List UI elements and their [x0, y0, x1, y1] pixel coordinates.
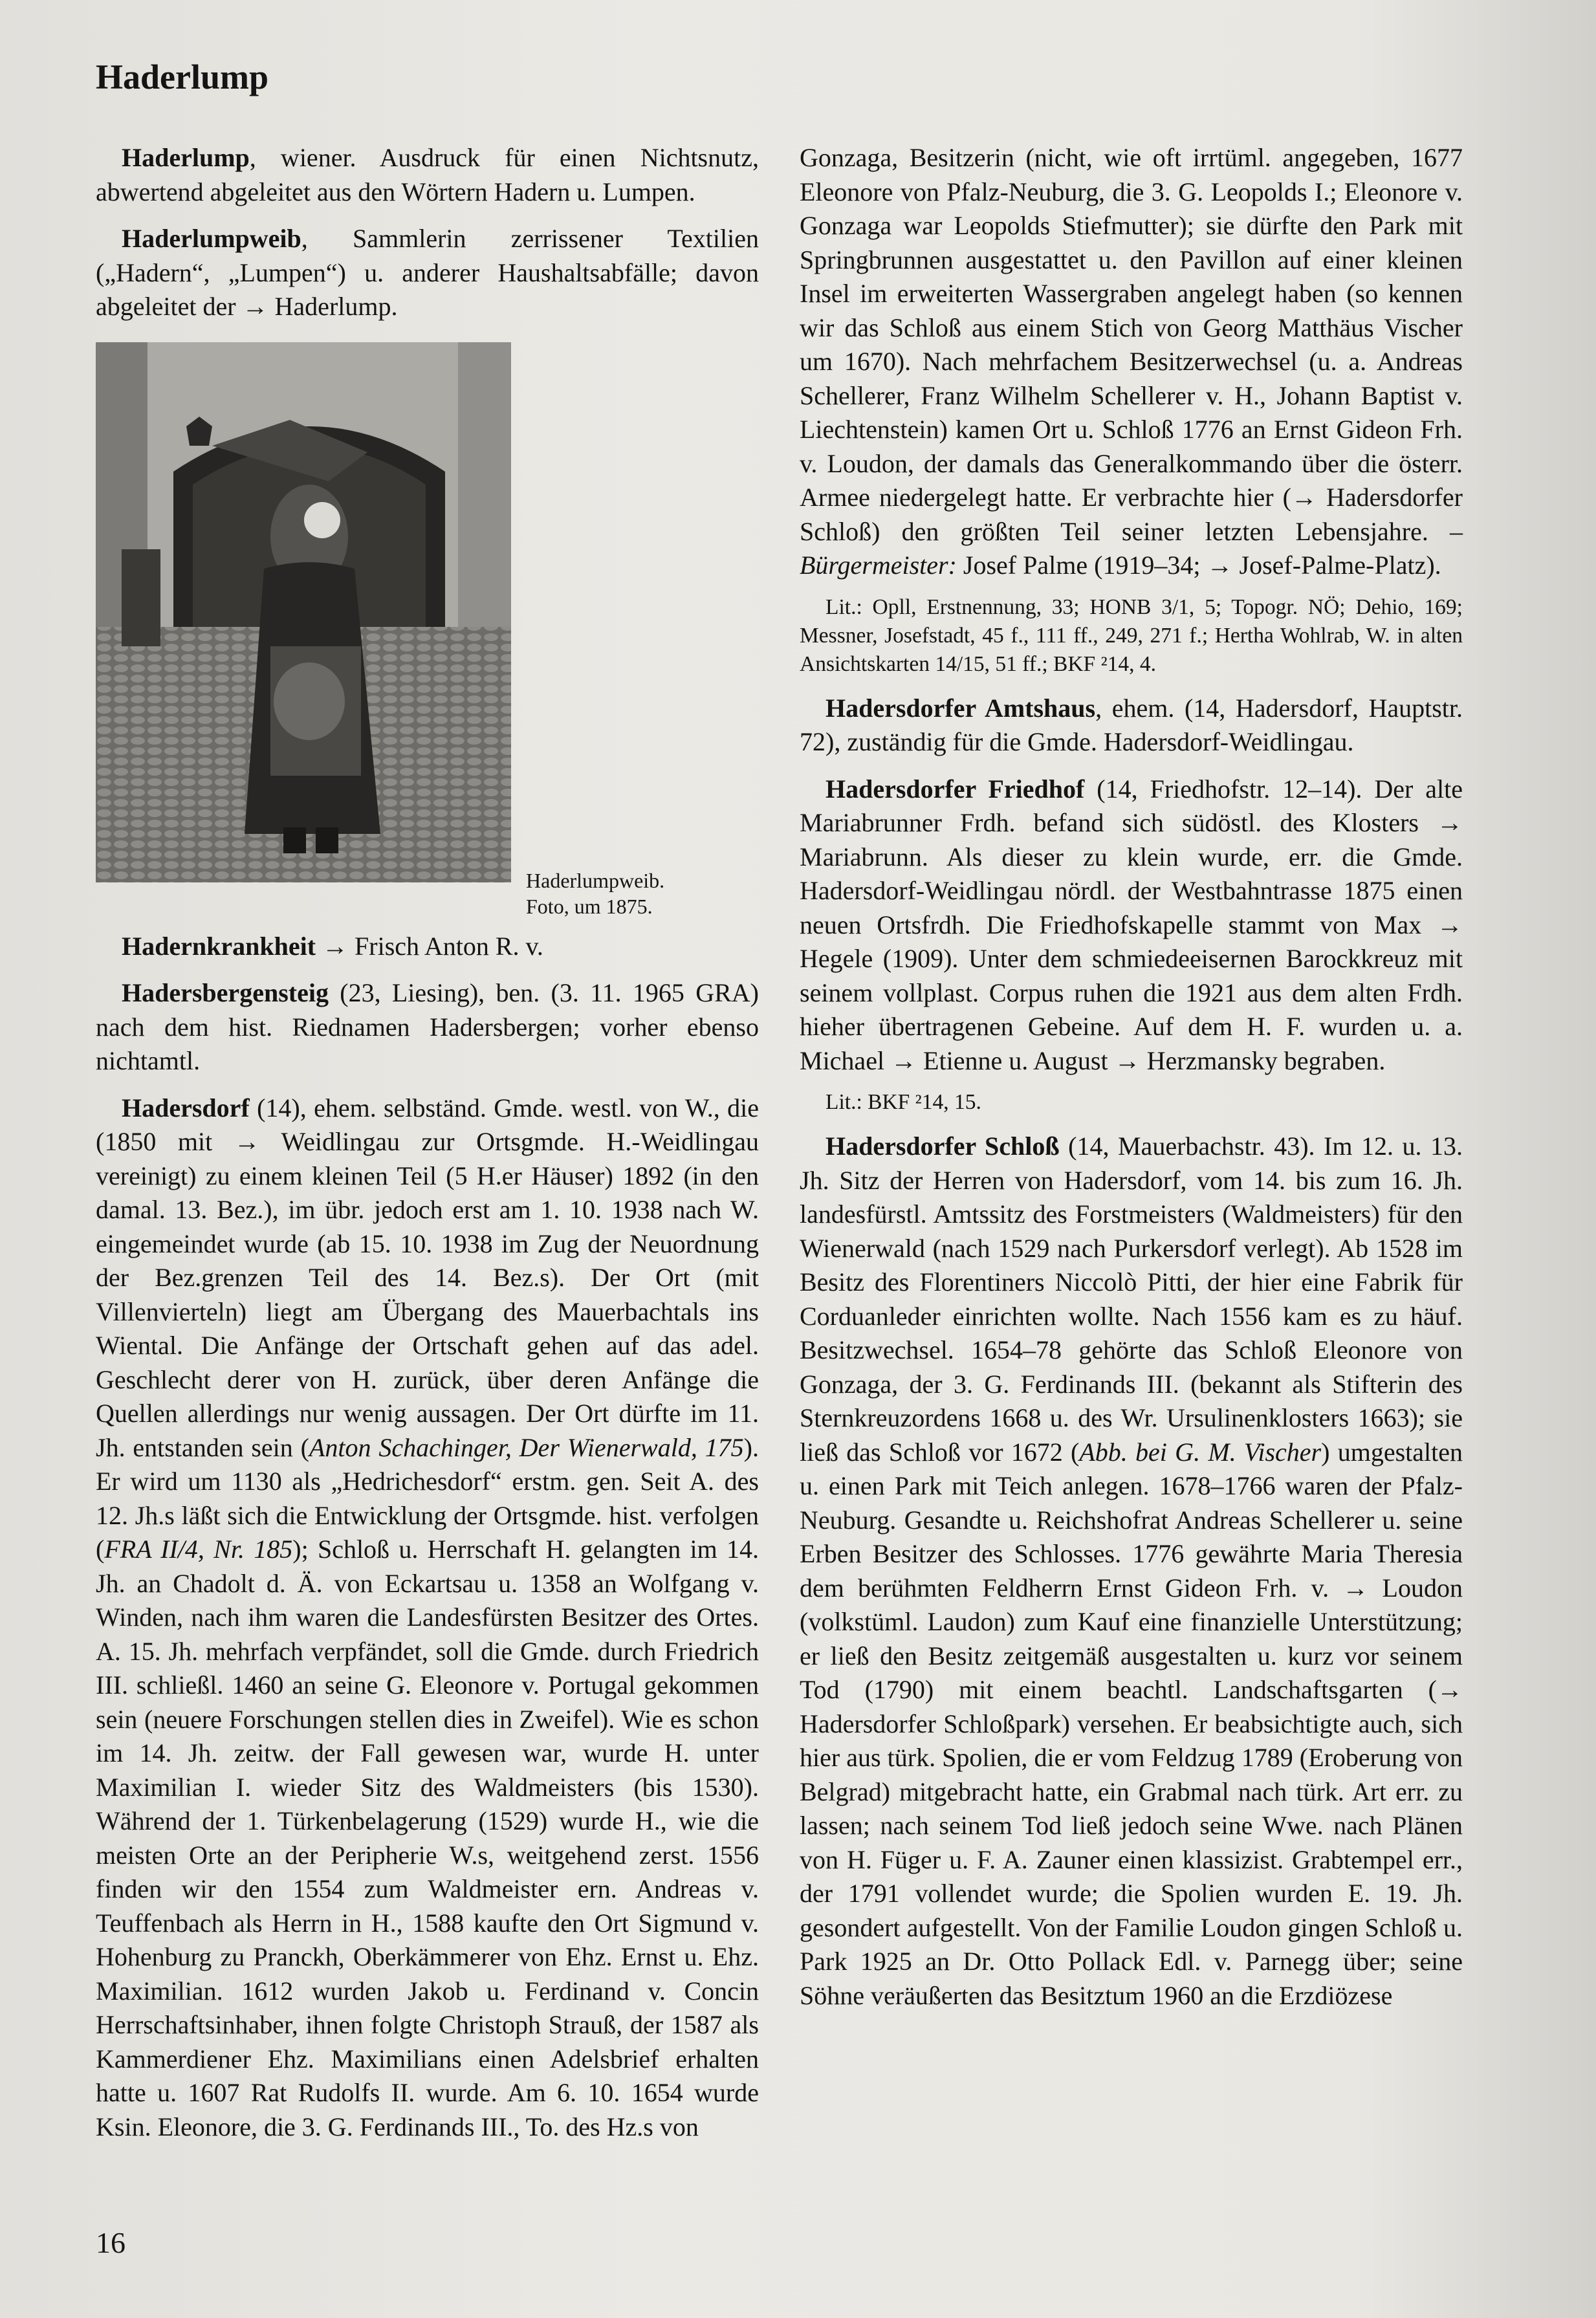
entry-text: ). Er wird um 1130 als „Hedrichesdorf“ erstm. gen. Seit A. des 12. Jh.s läßt sich die Entwicklung der Ortsgmde. hist. verfolgen (: [96, 1432, 759, 1564]
entry-haderlumpweib: [96, 222, 759, 324]
entry-hadersdorf-continued: [800, 141, 1463, 583]
entry-citation: FRA II/4, Nr. 185: [104, 1535, 293, 1564]
entry-text: , ehem. (14, Hadersdorf, Hauptstr. 72), zuständig für die Gmde. Hadersdorf-Weidlingau.: [800, 693, 1463, 756]
entry-headword: Hadersdorf: [122, 1093, 250, 1122]
caption-credit: Foto, um 1875.: [526, 894, 653, 918]
entry-hadersdorfer-schloss: [800, 1130, 1463, 2013]
entry-text: ) umgestalten u. einen Park mit Teich anlegen. 1678–1766 waren der Pfalz-Neuburg. Gesandte u. Reichshofrat Andreas Schellerer u. seine Erben Besitzer des Schlosses. 1776 gewährte Maria Theresia dem berühmten Feldherrn Ernst Gideon Frh. v. → Loudon (volkstüml. Laudon) zum Kauf eine finanzielle Unterstützung; er ließ den Besitz zeitgemäß ausgestalten u. kurz vor seinem Tod (1790) mit einem beachtl. Landschaftsgarten (→ Hadersdorfer Schloßpark) versehen. Er beabsichtigte auch, sich hier aus türk. Spolien, die er vom Feldzug 1789 (Eroberung von Belgrad) mitgebracht hatte, ein Grabmal nach türk. Art err. zu lassen; nach seinem Tod ließ jedoch seine Wwe. nach Plänen von H. Füger u. F. A. Zauner einen klassizist. Grabtempel err., der 1791 vollendet wurde; die Spolien wurden E. 19. Jh. gesondert aufgestellt. Von der Familie Loudon gingen Schloß u. Park 1925 an Dr. Otto Pollack Edl. v. Parnegg über; seine Söhne veräußerten das Besitztum 1960 an die Erzdiözese: [800, 1437, 1463, 2010]
running-head: Haderlump: [96, 58, 269, 96]
entry-headword: Hadernkrankheit: [122, 931, 316, 961]
entry-text: (14), ehem. selbständ. Gmde. westl. von W., die (1850 mit → Weidlingau zur Ortsgmde. H.-Weidlingau vereinigt) zu einem kleinen Teil (5 H.er Häuser) 1892 (in den damal. 13. Bez.), im übr. jedoch erst am 1. 10. 1938 nach W. eingemeindet wurde (ab 15. 10. 1938 im Zug der Neuordnung der Bez.grenzen Teil des 14. Bez.s). Der Ort (mit Villenvierteln) liegt am Übergang des Mauerbachtals ins Wiental. Die Anfänge der Ortschaft gehen auf das adel. Geschlecht derer von H. zurück, über deren Anfänge die Quellen allerdings nur wenig aussagen. Der Ort dürfte im 11. Jh. entstanden sein (: [96, 1093, 759, 1462]
entry-headword: Hadersdorfer Schloß: [825, 1132, 1060, 1161]
entry-hadersdorf: [96, 1091, 759, 2145]
haderlumpweib-photo: [96, 342, 511, 882]
literature-note: Lit.: BKF ²14, 15.: [825, 1090, 981, 1114]
page-number: 16: [96, 2226, 126, 2259]
entry-headword: Hadersdorfer Amtshaus: [825, 693, 1096, 723]
entry-hadernkrankheit: [96, 930, 759, 964]
entry-text: ); Schloß u. Herrschaft H. gelangten im 14. Jh. an Chadolt d. Ä. von Eckartsau u. 1358 an Wolfgang v. Winden, nach ihm waren die Landesfürsten Besitzer des Ortes. A. 15. Jh. mehrfach verpfändet, soll die Gmde. durch Friedrich III. schließl. 1460 an seine G. Eleonore v. Portugal gekommen sein (neuere Forschungen stellen dies in Zweifel). Wie es schon im 14. Jh. zeitw. der Fall gewesen war, wurde H. unter Maximilian I. wieder Sitz des Waldmeisters (bis 1530). Während der 1. Türkenbelagerung (1529) wurde H., wie die meisten Orte an der Peripherie W.s, weitgehend zerst. 1556 finden wir den 1554 zum Waldmeister ern. Andreas v. Teuffenbach als Herrn in H., 1588 kaufte den Ort Sigmund v. Hohenburg zu Pranckh, Oberkämmerer von Ehz. Ernst u. Ehz. Maximilian. 1612 wurden Jakob u. Ferdinand v. Concin Herrschaftsinhaber, ihnen folgte Christoph Strauß, der 1587 als Kammerdiener Ehz. Maximilians einen Adelsbrief erhalten hatte u. 1607 Rat Rudolfs II. wurde. Am 6. 10. 1654 wurde Ksin. Eleonore, die 3. G. Ferdinands III., To. des Hz.s von: [96, 1535, 759, 2141]
caption-title: Haderlumpweib.: [526, 868, 665, 892]
right-column: [800, 141, 1463, 2026]
entry-text: (14, Mauerbachstr. 43). Im 12. u. 13. Jh. Sitz der Herren von Hadersdorf, vom 14. bis zum 16. Jh. landesfürstl. Amtssitz des Forstmeisters (Waldmeisters) für den Wienerwald (nach 1529 nach Purkersdorf verlegt). Ab 1528 im Besitz des Florentiners Niccolò Pitti, der hier eine Fabrik für Corduanleder einrichten wollte. Nach 1556 kam es zu häuf. Besitzwechsel. 1654–78 gehörte das Schloß Eleonore von Gonzaga, der 3. G. Ferdinands III. (bekannt als Stifterin des Sternkreuzordens 1668 u. des Wr. Ursulinenklosters 1663); sie ließ das Schloß vor 1672 (: [800, 1132, 1463, 1467]
entry-hadersdorfer-amtshaus: [800, 692, 1463, 760]
entry-citation: Anton Schachinger, Der Wienerwald, 175: [309, 1432, 744, 1462]
entry-text: Gonzaga, Besitzerin (nicht, wie oft irrtüml. angegeben, 1677 Eleonore von Pfalz-Neuburg, die 3. G. Leopolds I.; Eleonore v. Gonzaga war Leopolds Stiefmutter); sie dürfte den Park mit Springbrunnen ausgestattet u. den Pavillon auf einer kleinen Insel im erweiterten Wassergraben angelegt haben (so kennen wir das Schloß aus einem Stich von Georg Matthäus Vischer um 1670). Nach mehrfachem Besitzerwechsel (u. a. Andreas Schellerer, Franz Wilhelm Schellerer v. H., Johann Baptist v. Liechtenstein) kamen Ort u. Schloß 1776 an Ernst Gideon Frh. v. Loudon, der damals das Generalkommando über die österr. Armee niedergelegt hatte. Er verbrachte hier (→ Hadersdorfer Schloß) den größten Teil seiner letzten Lebensjahre. –: [800, 143, 1463, 546]
entry-headword: Haderlumpweib: [122, 224, 301, 253]
figure: [96, 342, 759, 924]
figure-caption: [526, 868, 664, 919]
entry-headword: Hadersdorfer Friedhof: [825, 774, 1085, 804]
entry-label: Bürgermeister:: [800, 551, 957, 580]
entry-headword: Haderlump: [122, 143, 250, 172]
entry-hadersbergensteig: [96, 976, 759, 1078]
entry-hadersdorfer-friedhof: [800, 772, 1463, 1078]
entry-text: , Sammlerin zerrissener Textilien („Hadern“, „Lumpen“) u. anderer Haushaltsabfälle; davon abgeleitet der → Haderlump.: [96, 224, 759, 321]
entry-citation: Abb. bei G. M. Vischer: [1079, 1437, 1322, 1467]
entry-headword: Hadersbergensteig: [122, 978, 329, 1007]
literature-note: Lit.: Opll, Erstnennung, 33; HONB 3/1, 5; Topogr. NÖ; Dehio, 169; Messner, Josefstadt, 45 f., 111 ff., 249, 271 f.; Hertha Wohlrab, W. in alten Ansichtskarten 14/15, 51 ff.; BKF ²14, 4.: [800, 595, 1463, 676]
entry-haderlump: [96, 141, 759, 209]
entry-text: , wiener. Ausdruck für einen Nichtsnutz, abwertend abgeleitet aus den Wörtern Hadern u. Lumpen.: [96, 143, 759, 206]
entry-text: (23, Liesing), ben. (3. 11. 1965 GRA) nach dem hist. Riednamen Hadersbergen; vorher ebenso nichtamtl.: [96, 978, 759, 1075]
entry-text: Josef Palme (1919–34; → Josef-Palme-Platz).: [956, 551, 1441, 580]
left-column: [96, 141, 759, 2157]
entry-text: (14, Friedhofstr. 12–14). Der alte Mariabrunner Frdh. befand sich südöstl. des Klosters → Mariabrunn. Als dieser zu klein wurde, err. die Gmde. Hadersdorf-Weidlingau nördl. der Westbahntrasse 1875 einen neuen Ortsfrdh. Die Friedhofskapelle stammt von Max → Hegele (1909). Unter dem schmiedeeisernen Barockkreuz mit seinem vollplast. Corpus ruhen die 1921 aus dem alten Frdh. hieher übertragenen Gebeine. Auf dem H. F. wurden u. a. Michael → Etienne u. August → Herzmansky begraben.: [800, 774, 1463, 1075]
entry-text: → Frisch Anton R. v.: [316, 931, 543, 961]
